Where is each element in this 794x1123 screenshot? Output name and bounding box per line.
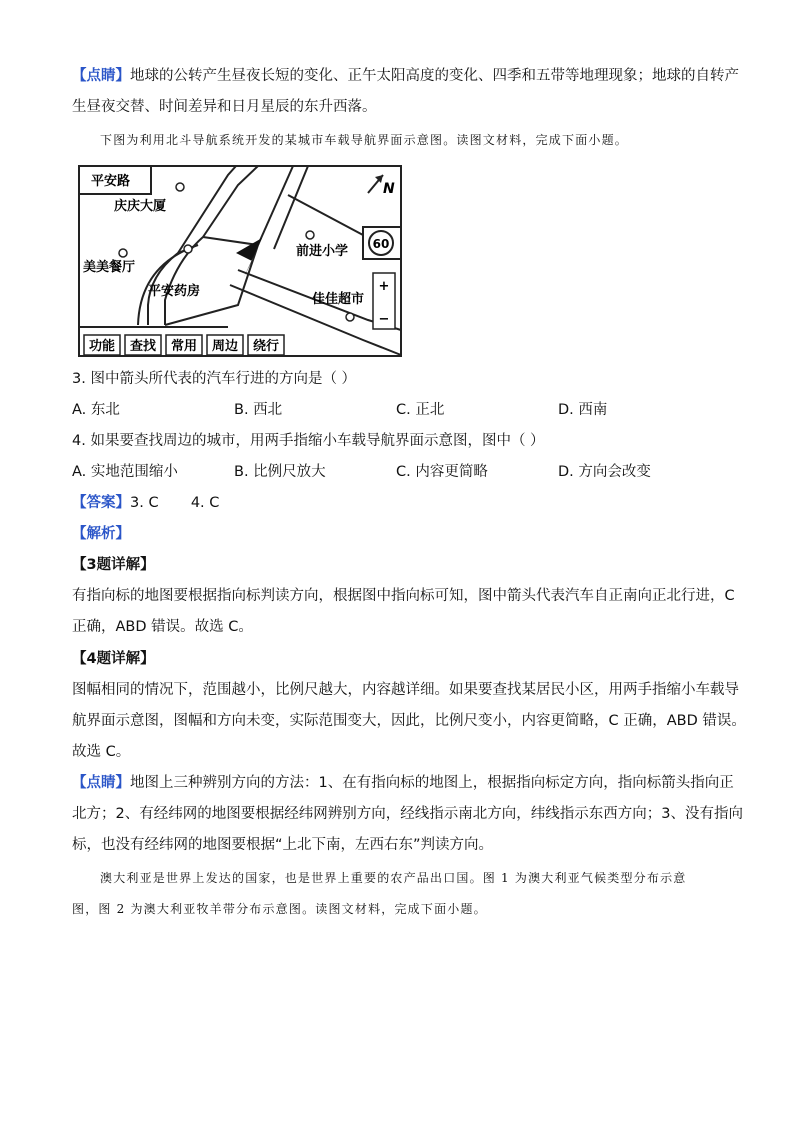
navigation-map-figure: [78, 165, 402, 357]
common-button-label: 常用: [170, 339, 198, 354]
australia-intro-line1: 澳大利亚是世界上发达的国家，也是世界上重要的农产品出口国。图 1 为澳大利亚气候类型分布示意: [100, 871, 687, 885]
answer-line: [72, 493, 732, 513]
q4-option-a: A. 实地范围缩小: [72, 464, 178, 480]
qianjin-marker: [306, 231, 314, 239]
q3-stem: 3. 图中箭头所代表的汽车行进的方向是（ ）: [72, 371, 357, 387]
detour-button-label: 绕行: [252, 339, 280, 354]
tip1-line1: [72, 66, 739, 86]
detail3-line2: 正确，ABD 错误。故选 C。: [72, 619, 253, 635]
tip2-tag: 【点睛】: [72, 775, 130, 791]
zoom-out-button[interactable]: −: [378, 312, 390, 327]
pingan-road-label: 平安路: [91, 174, 131, 189]
q3-option-c: C. 正北: [396, 402, 445, 418]
tip1-text: 地球的公转产生昼夜长短的变化、正午太阳高度的变化、四季和五带等地理现象；地球的自转产: [130, 68, 739, 84]
detail4-line3: 故选 C。: [72, 744, 131, 760]
north-label: N: [383, 181, 395, 197]
tip2-text: 地图上三种辨别方向的方法：1、在有指向标的地图上，根据指向标定方向，指向标箭头指向正: [130, 775, 734, 791]
jiajia-marker: [346, 313, 354, 321]
pharmacy-marker: [184, 245, 192, 253]
zoom-in-button[interactable]: +: [378, 279, 390, 294]
jiajia-label: 佳佳超市: [312, 292, 365, 307]
q4-option-d: D. 方向会改变: [558, 464, 651, 480]
q4-option-c: C. 内容更简略: [396, 464, 488, 480]
map-intro: 下图为利用北斗导航系统开发的某城市车载导航界面示意图。读图文材料，完成下面小题。: [100, 133, 629, 147]
detail4-tag: 【4题详解】: [72, 651, 155, 667]
q4-stem: 4. 如果要查找周边的城市，用两手指缩小车载导航界面示意图，图中（ ）: [72, 433, 545, 449]
tip2-line3: 标，也没有经纬网的地图要根据“上北下南，左西右东”判读方向。: [72, 837, 494, 853]
q3-option-b: B. 西北: [234, 402, 283, 418]
nearby-button-label: 周边: [211, 339, 239, 354]
function-button-label: 功能: [88, 339, 116, 354]
detail3-tag: 【3题详解】: [72, 557, 155, 573]
detail4-line1: 图幅相同的情况下，范围越小，比例尺越大，内容越详细。如果要查找某居民小区，用两手指缩小车载导: [72, 682, 739, 698]
meimei-marker: [119, 249, 127, 257]
australia-intro-line2: 图，图 2 为澳大利亚牧羊带分布示意图。读图文材料，完成下面小题。: [72, 902, 487, 916]
tip1-line2: 生昼夜交替、时间差异和日月星辰的东升西落。: [72, 99, 377, 115]
q4-option-b: B. 比例尺放大: [234, 464, 326, 480]
analysis-line: [72, 524, 732, 544]
search-button-label: 查找: [129, 339, 157, 354]
detail3-line1: 有指向标的地图要根据指向标判读方向，根据图中指向标可知，图中箭头代表汽车自正南向正北行进，C: [72, 588, 735, 604]
tip-tag: 【点睛】: [72, 68, 130, 84]
meimei-label: 美美餐厅: [83, 260, 136, 275]
q3-option-d: D. 西南: [558, 402, 608, 418]
analysis-tag: 【解析】: [72, 526, 130, 542]
speed-limit-value: 60: [372, 237, 390, 251]
qingqing-label: 庆庆大厦: [114, 199, 167, 214]
qianjin-label: 前进小学: [296, 244, 349, 259]
tip2-line2: 北方；2、有经纬网的地图要根据经纬网辨别方向，经线指示南北方向，纬线指示东西方向；3、没有指向: [72, 806, 743, 822]
tip2-line1: [72, 773, 732, 793]
answer-tag: 【答案】: [72, 495, 130, 511]
qingqing-marker: [176, 183, 184, 191]
q3-option-a: A. 东北: [72, 402, 120, 418]
detail4-line2: 航界面示意图，图幅和方向未变，实际范围变大，因此，比例尺变小，内容更简略，C 正确，ABD 错误。: [72, 713, 746, 729]
answer-text: 3. C 4. C: [130, 495, 220, 511]
pharmacy-label: 平安药房: [148, 284, 201, 299]
map-button-bar: [84, 335, 284, 355]
